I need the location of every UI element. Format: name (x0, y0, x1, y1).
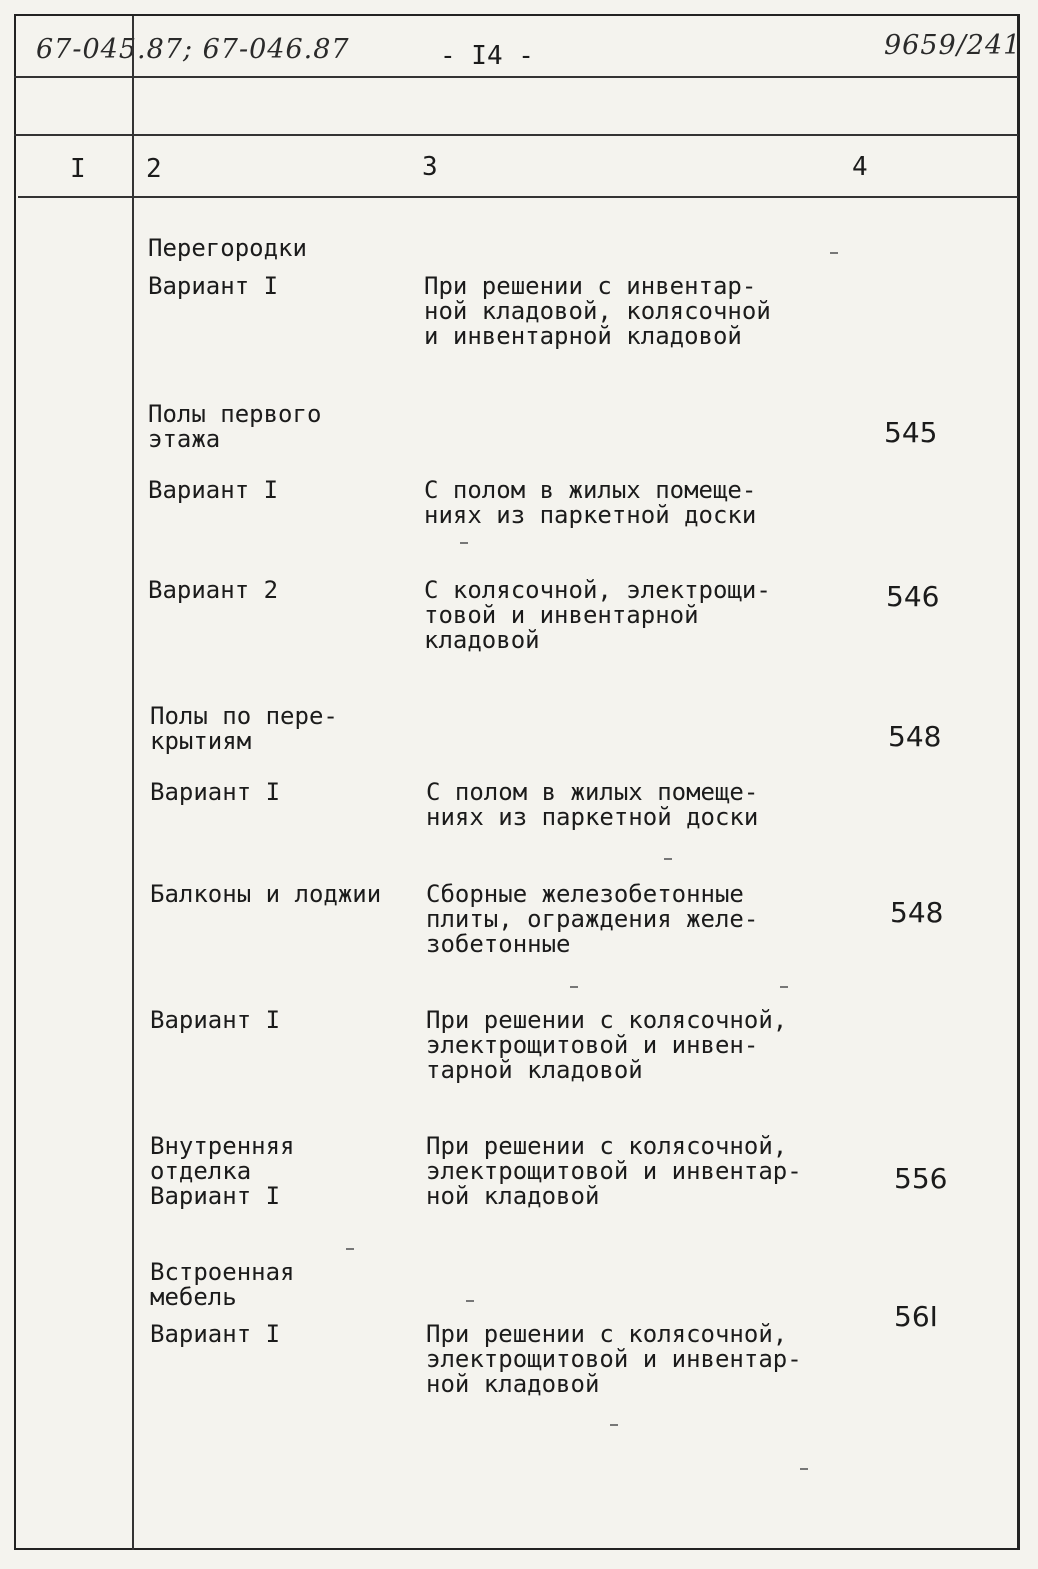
table-row-description: Сборные железобетонные (426, 880, 744, 908)
table-row-description: ной кладовой (426, 1370, 600, 1398)
table-row-description: При решении с колясочной, (426, 1132, 788, 1160)
blank-row-rule (14, 134, 1018, 136)
table-row-page: 546 (886, 580, 940, 613)
table-row-description: кладовой (424, 626, 540, 654)
header-rule (14, 76, 1018, 78)
table-row-label: Внутренняя (150, 1132, 295, 1160)
table-row-description: зобетонные (426, 930, 571, 958)
table-row-description: товой и инвентарной (424, 601, 699, 629)
table-row-description: При решении с инвентар- (424, 272, 757, 300)
table-row-page: 56I (894, 1300, 938, 1333)
table-row-description: При решении с колясочной, (426, 1006, 788, 1034)
table-row-label: Встроенная (150, 1258, 295, 1286)
scan-speck (664, 858, 672, 860)
table-row-description: С колясочной, электрощи- (424, 576, 771, 604)
document-codes: 67-045.87; 67-046.87 (36, 34, 350, 65)
table-row-label: мебель (150, 1283, 237, 1311)
table-row-page: 548 (888, 720, 942, 753)
table-row-description: ной кладовой, колясочной (424, 297, 771, 325)
table-row-description: ниях из паркетной доски (424, 501, 757, 529)
table-row-label: крытиям (150, 727, 252, 755)
scan-speck (466, 1300, 474, 1302)
column-header-4: 4 (852, 152, 868, 182)
table-row-label: Вариант I (148, 272, 279, 300)
table-row-description: электрощитовой и инвентар- (426, 1157, 802, 1185)
table-row-label: Полы по пере- (150, 702, 338, 730)
column-header-3: 3 (422, 152, 438, 182)
scan-speck (610, 1424, 618, 1426)
table-row-page: 545 (884, 416, 938, 449)
table-row-description: С полом в жилых помеще- (424, 476, 757, 504)
archive-number: 9659/241 (884, 30, 1022, 61)
table-row-label: Вариант I (150, 1182, 281, 1210)
table-row-description: электрощитовой и инвен- (426, 1031, 759, 1059)
scan-speck (830, 252, 838, 254)
table-row-description: электрощитовой и инвентар- (426, 1345, 802, 1373)
column-header-2: 2 (146, 154, 162, 184)
table-row-description: ниях из паркетной доски (426, 803, 759, 831)
scan-speck (460, 542, 468, 544)
column-divider (132, 16, 134, 1550)
table-row-label: этажа (148, 425, 221, 453)
table-row-label: Вариант I (150, 1006, 281, 1034)
scan-speck (780, 986, 788, 988)
page-number: - I4 - (440, 41, 534, 71)
table-row-description: плиты, ограждения желе- (426, 905, 759, 933)
table-row-description: и инвентарной кладовой (424, 322, 742, 350)
table-row-label: Вариант I (150, 778, 281, 806)
table-row-label: Вариант 2 (148, 576, 279, 604)
table-row-description: При решении с колясочной, (426, 1320, 788, 1348)
table-row-label: Полы первого (148, 400, 322, 428)
column-header-1: I (70, 154, 86, 184)
table-row-label: Вариант I (150, 1320, 281, 1348)
scan-speck (800, 1468, 808, 1470)
column-header-rule (18, 196, 1018, 198)
table-row-description: С полом в жилых помеще- (426, 778, 759, 806)
table-row-description: тарной кладовой (426, 1056, 643, 1084)
table-row-page: 556 (894, 1162, 948, 1195)
table-row-page: 548 (890, 896, 944, 929)
table-row-label: отделка (150, 1157, 252, 1185)
table-row-label: Балконы и лоджии (150, 880, 382, 908)
scan-speck (346, 1248, 354, 1250)
scan-speck (570, 986, 578, 988)
table-row-label: Перегородки (148, 234, 307, 262)
table-row-description: ной кладовой (426, 1182, 600, 1210)
table-row-label: Вариант I (148, 476, 279, 504)
